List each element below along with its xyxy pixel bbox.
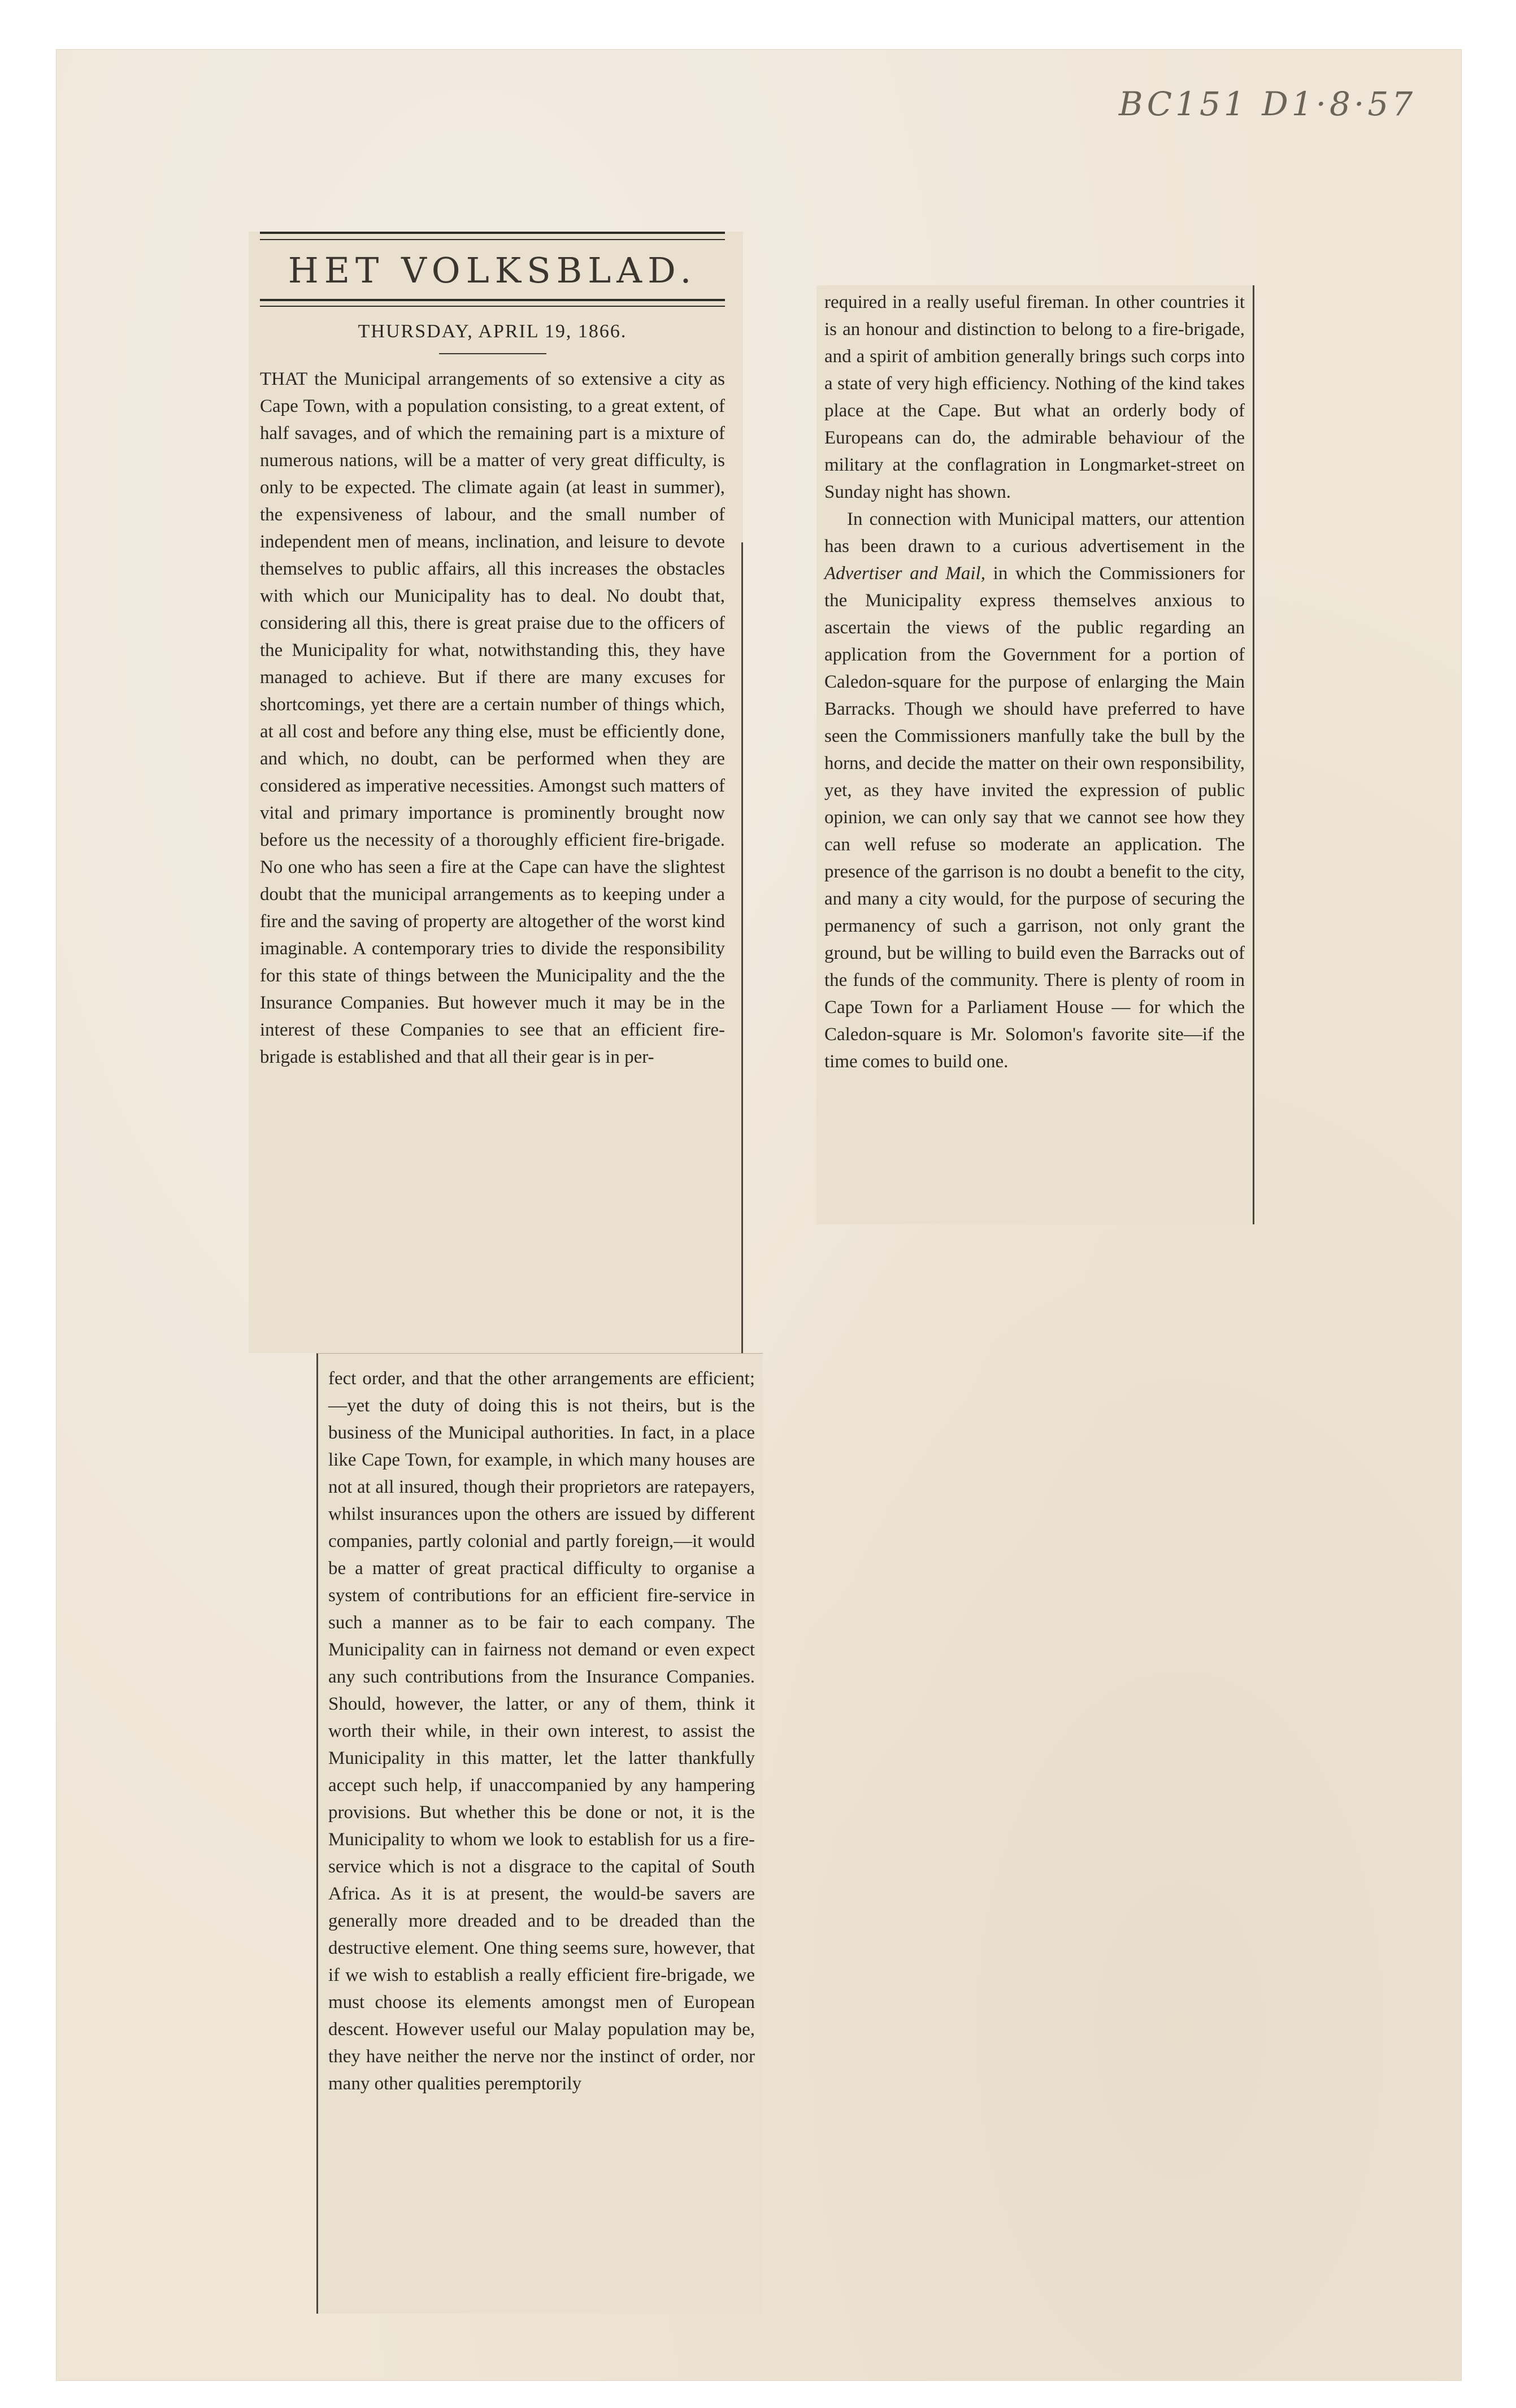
dateline-rule [439,353,546,354]
newspaper-reference: Advertiser and Mail, [824,563,985,584]
article-paragraph-continued: fect order, and that the other arrangements are efficient;—yet the duty of doing this is not theirs, but is the business of the Municipal authorities. In fact, in a place like Cape Town, for example, in which many houses are not at all insured, though their proprietors are ratepayers, whilst insurances upon the others are issued by different companies, partly colonial and partly foreign,—it would be a matter of great practical difficulty to organise a system of contributions for an efficient fire-service in such a manner as to be fair to each company. The Municipality can in fairness not demand or even expect any such contributions from the Insurance Companies. Should, however, the latter, or any of them, think it worth their while, in their own interest, to assist the Municipality in this matter, let the latter thankfully accept such help, if unaccompanied by any hampering provisions. But whether this be done or not, it is the Municipality to whom we look to establish for us a fire-service which is not a disgrace to the capital of South Africa. As it is at present, the would-be savers are generally more dreaded and to be dreaded than the destructive element. One thing seems sure, however, that if we wish to establish a really efficient fire-brigade, we must choose its elements amongst men of European descent. However useful our Malay population may be, they have neither the nerve nor the instinct of order, nor many other qualities peremptorily [328,1368,755,2094]
paragraph-text-a: In connection with Municipal matters, our attention has been drawn to a curious advertisement in the [824,509,1245,557]
article-dateline: THURSDAY, APRIL 19, 1866. [358,321,627,342]
clipping-column-2 [316,1353,763,2314]
clipping-column-3 [816,285,1254,1224]
column-1-edge [741,542,743,1353]
accession-note: BC151 D1·8·57 [1119,85,1417,123]
masthead-rule-top [260,232,725,240]
article-paragraph-1: THAT the Municipal arrangements of so extensive a city as Cape Town, with a population consisting, to a great extent, of half savages, and of which the remaining part is a mixture of numerous nations, will be a matter of very great difficulty, is only to be expected. The climate again (at least in summer), the expensiveness of labour, and the small number of independent men of means, inclination, and leisure to devote themselves to public affairs, all this increases the obstacles with which our Municipality has to deal. No doubt that, considering all this, there is great praise due to the officers of the Municipality for what, notwithstanding this, they have managed to achieve. But if there are many excuses for shortcomings, yet there are a certain number of things which, at all cost and before any thing else, must be efficiently done, and which, no doubt, can be performed when they are considered as imperative necessities. Amongst such matters of vital and primary importance is prominently brought now before us the necessity of a thoroughly efficient fire-brigade. No one who has seen a fire at the Cape can have the slightest doubt that the municipal arrangements as to keeping under a fire and the saving of property are altogether of the worst kind imaginable. A contemporary tries to divide the responsibility for this state of things between the Municipality and the the Insurance Companies. But however much it may be in the interest of these Companies to see that an efficient fire-brigade is established and that all their gear is in per- [260,369,725,1067]
masthead-rule-bottom [260,299,725,307]
paragraph-text-b: in which the Commissioners for the Municipality express themselves anxious to ascertain the views of the public regarding an application from the Government for a portion of Caledon-square for the purpose of enlarging the Main Barracks. Though we should have preferred to have seen the Commissioners manfully take the bull by the horns, and decide the matter on their own responsibility, yet, as they have invited the expression of public opinion, we can only say that we cannot see how they can well refuse so moderate an application. The presence of the garrison is no doubt a benefit to the city, and many a city would, for the purpose of securing the permanency of such a garrison, not only grant the ground, but be willing to build even the Barracks out of the funds of the community. There is plenty of room in Cape Town for a Parliament House — for which the Caledon-square is Mr. Solomon's favorite site—if the time comes to build one. [824,563,1245,1072]
clipping-column-1 [249,232,743,1353]
newspaper-masthead: HET VOLKSBLAD. [288,250,697,291]
article-paragraph-municipal [824,506,1245,1075]
article-paragraph-continued-2: required in a really useful fireman. In other countries it is an honour and distinction to belong to a fire-brigade, and a spirit of ambition generally brings such corps into a state of very high efficiency. Nothing of the kind takes place at the Cape. But what an orderly body of Europeans can do, the admirable behaviour of the military at the conflagration in Longmarket-street on Sunday night has shown. [824,292,1245,502]
